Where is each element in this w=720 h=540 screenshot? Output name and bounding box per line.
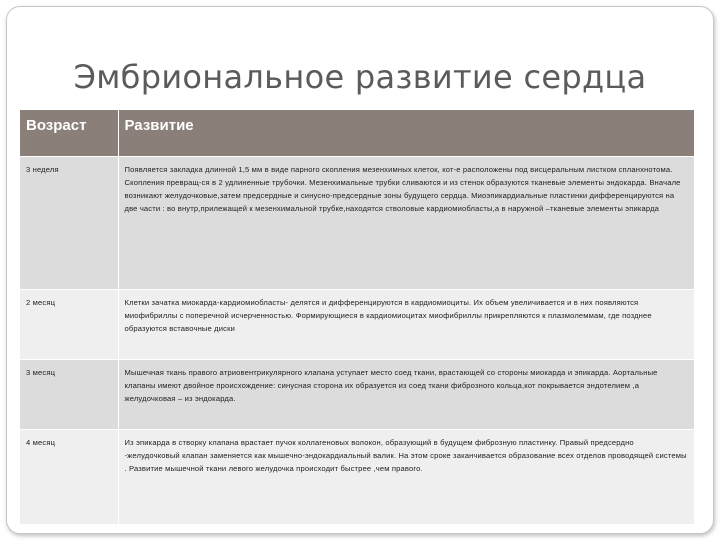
- cell-development: Из эпикарда в створку клапана врастает пучок коллагеновых волокон, образующий в будущем фиброзную пластинку. Правый предсердно -желудочковый клапан заменяется как мышечно-эндокардиальный валик. На этом сроке заканчивается образование всех отделов проводящей системы . Развитие мышечной ткани левого желудочка происходит быстрее ,чем правого.: [118, 429, 694, 524]
- table-row: [20, 289, 694, 359]
- slide-title: Эмбриональное развитие сердца: [73, 58, 647, 96]
- table-row: [20, 359, 694, 429]
- cell-age: 2 месяц: [20, 289, 118, 359]
- table-header-row: [20, 110, 694, 156]
- header-development: Развитие: [118, 110, 694, 156]
- cell-development: Клетки зачатка миокарда-кардиомиобласты- делятся и дифференцируются в кардиомиоциты. Их объем увеличивается и в них появляются миофибриллы с поперечной исчерченностью. Формирующиеся в кардиомиоцитах миофибриллы прикрепляются к плазмолеммам, где позднее образуются вставочные диски: [118, 289, 694, 359]
- cell-development: Появляется закладка длинной 1,5 мм в виде парного скопления мезенхимных клеток, кот-е расположены под висцеральным листком спланхнотома. Скопления превращ-ся в 2 удлиненные трубочки. Мезенхимальные трубки сливаются и из стенок образуются тканевые элементы эндокарда. Вначале возникают желудочковые,затем предсердные и синусно-предсердные зоны будущего сердца. Миоэпикардиальные пластинки дифференцируются на две части : во внутр,прилежащей к мезенхимальной трубке,находятся стволовые кардиомиобласты,а в наружной –тканевые элементы эпикарда: [118, 156, 694, 289]
- cell-age: 3 месяц: [20, 359, 118, 429]
- cell-age: 4 месяц: [20, 429, 118, 524]
- table-row: [20, 156, 694, 289]
- cell-development: Мышечная ткань правого атриовентрикулярного клапана уступает место соед ткани, врастающей со стороны миокарда и эпикарда. Аортальные клапаны имеют двойное происхождение: синусная сторона их образуется из соед ткани фиброзного кольца,кот покрывается эндотелием ,а желудочковая – из эндокарда.: [118, 359, 694, 429]
- cell-age: 3 неделя: [20, 156, 118, 289]
- header-age: Возраст: [20, 110, 118, 156]
- development-table: [20, 110, 695, 524]
- table-row: [20, 429, 694, 524]
